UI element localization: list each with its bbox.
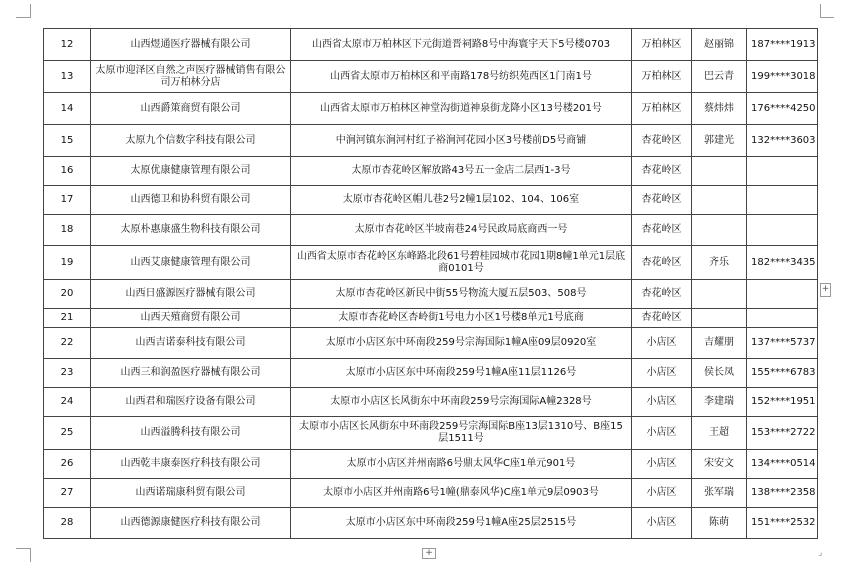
cell-address: 太原市小店区东中环南段259号1幢A座25层2515号 [291, 508, 632, 539]
cell-district: 杏花岭区 [632, 280, 692, 309]
table-row [44, 93, 818, 125]
cell-no: 24 [44, 388, 91, 417]
cell-phone [747, 309, 818, 328]
cell-phone: 151****2532 [747, 508, 818, 539]
cell-no: 14 [44, 93, 91, 125]
cell-phone: 182****3435 [747, 246, 818, 280]
cell-name: 山西吉诺泰科技有限公司 [91, 328, 291, 359]
table-row [44, 186, 818, 215]
table-row [44, 328, 818, 359]
cell-name: 太原九个信数字科技有限公司 [91, 125, 291, 157]
cell-no: 27 [44, 479, 91, 508]
cell-no: 25 [44, 417, 91, 450]
cell-district: 小店区 [632, 479, 692, 508]
cell-contact: 吉耀朋 [692, 328, 747, 359]
cell-address: 太原市杏花岭区半坡南巷24号民政局底商西一号 [291, 215, 632, 246]
table-row [44, 309, 818, 328]
cell-name: 山西君和瑞医疗设备有限公司 [91, 388, 291, 417]
cell-phone: 153****2722 [747, 417, 818, 450]
cell-contact: 宋安文 [692, 450, 747, 479]
cell-name: 太原朴惠康盛生物科技有限公司 [91, 215, 291, 246]
cell-phone [747, 280, 818, 309]
cell-no: 13 [44, 61, 91, 93]
cell-phone: 199****3018 [747, 61, 818, 93]
cell-no: 15 [44, 125, 91, 157]
table-row [44, 388, 818, 417]
table-row [44, 157, 818, 186]
table-row [44, 450, 818, 479]
cell-no: 23 [44, 359, 91, 388]
table-add-row-handle[interactable]: + [422, 548, 436, 559]
cell-name: 山西乾丰康泰医疗科技有限公司 [91, 450, 291, 479]
cell-name: 太原优康健康管理有限公司 [91, 157, 291, 186]
cell-phone: 187****1913 [747, 29, 818, 61]
table-row [44, 215, 818, 246]
cell-contact [692, 280, 747, 309]
cell-name: 山西日盛源医疗器械有限公司 [91, 280, 291, 309]
crop-mark-top-right-h [820, 17, 834, 18]
cell-name: 山西诺瑞康科贸有限公司 [91, 479, 291, 508]
cell-no: 21 [44, 309, 91, 328]
cell-name: 山西艾康健康管理有限公司 [91, 246, 291, 280]
cell-district: 小店区 [632, 328, 692, 359]
cell-phone [747, 186, 818, 215]
cell-phone [747, 215, 818, 246]
cell-phone: 134****0514 [747, 450, 818, 479]
cell-district: 杏花岭区 [632, 309, 692, 328]
cell-address: 太原市杏花岭区解放路43号五一金店二层西1-3号 [291, 157, 632, 186]
cell-no: 26 [44, 450, 91, 479]
table-row [44, 280, 818, 309]
cell-district: 小店区 [632, 359, 692, 388]
table-row [44, 125, 818, 157]
cell-phone: 138****2358 [747, 479, 818, 508]
table-row [44, 246, 818, 280]
crop-mark-top-right-v [820, 4, 821, 18]
table-row [44, 29, 818, 61]
cell-contact: 赵丽锦 [692, 29, 747, 61]
cell-address: 太原市小店区并州南路6号鼎太风华C座1单元901号 [291, 450, 632, 479]
cell-district: 小店区 [632, 417, 692, 450]
cell-address: 太原市杏花岭区新民中街55号物流大厦五层503、508号 [291, 280, 632, 309]
cell-address: 太原市小店区并州南路6号1幢(鼎泰风华)C座1单元9层0903号 [291, 479, 632, 508]
cell-no: 19 [44, 246, 91, 280]
cell-no: 12 [44, 29, 91, 61]
cell-name: 山西爵策商贸有限公司 [91, 93, 291, 125]
cell-contact [692, 157, 747, 186]
table-corner-resize-icon[interactable]: ⌟ [818, 548, 823, 558]
crop-mark-top-left-h [16, 17, 30, 18]
cell-district: 万柏林区 [632, 29, 692, 61]
cell-address: 山西省太原市万柏林区和平南路178号纺织苑西区1门南1号 [291, 61, 632, 93]
table-row [44, 479, 818, 508]
cell-name: 山西溢腾科技有限公司 [91, 417, 291, 450]
cell-district: 万柏林区 [632, 61, 692, 93]
cell-name: 山西德源康健医疗科技有限公司 [91, 508, 291, 539]
cell-contact: 巴云青 [692, 61, 747, 93]
cell-district: 杏花岭区 [632, 215, 692, 246]
cell-no: 17 [44, 186, 91, 215]
cell-district: 小店区 [632, 450, 692, 479]
table-resize-handle-side[interactable]: + [820, 283, 831, 297]
cell-address: 太原市小店区长风街东中环南段259号宗海国际A幢2328号 [291, 388, 632, 417]
cell-contact: 李建瑞 [692, 388, 747, 417]
cell-phone: 137****5737 [747, 328, 818, 359]
cell-address: 太原市杏花岭区帽儿巷2号2幢1层102、104、106室 [291, 186, 632, 215]
cell-name: 山西煜通医疗器械有限公司 [91, 29, 291, 61]
crop-mark-bottom-left-v [30, 548, 31, 562]
crop-mark-bottom-left-h [16, 548, 30, 549]
cell-address: 太原市小店区长风街东中环南段259号宗海国际B座13层1310号、B座15层1511号 [291, 417, 632, 450]
table-row [44, 61, 818, 93]
cell-no: 22 [44, 328, 91, 359]
cell-address: 太原市小店区东中环南段259号宗海国际1幢A座09层0920室 [291, 328, 632, 359]
cell-address: 山西省太原市万柏林区神堂沟街道神泉街龙降小区13号楼201号 [291, 93, 632, 125]
cell-district: 小店区 [632, 508, 692, 539]
cell-no: 20 [44, 280, 91, 309]
cell-address: 太原市小店区东中环南段259号1幢A座11层1126号 [291, 359, 632, 388]
cell-name: 山西德卫和协科贸有限公司 [91, 186, 291, 215]
cell-contact: 张军瑞 [692, 479, 747, 508]
cell-contact [692, 309, 747, 328]
cell-no: 16 [44, 157, 91, 186]
cell-name: 山西三和润盈医疗器械有限公司 [91, 359, 291, 388]
cell-name: 山西天殖商贸有限公司 [91, 309, 291, 328]
cell-phone: 176****4250 [747, 93, 818, 125]
cell-name: 太原市迎泽区自然之声医疗器械销售有限公司万柏林分店 [91, 61, 291, 93]
cell-contact: 王超 [692, 417, 747, 450]
cell-no: 18 [44, 215, 91, 246]
cell-district: 杏花岭区 [632, 186, 692, 215]
cell-address: 太原市杏花岭区杏岭街1号电力小区1号楼8单元1号底商 [291, 309, 632, 328]
table-row [44, 508, 818, 539]
company-table [43, 28, 818, 539]
cell-phone: 155****6783 [747, 359, 818, 388]
cell-address: 山西省太原市杏花岭区东峰路北段61号碧桂园城市花园1期8幢1单元1层底商0101号 [291, 246, 632, 280]
cell-address: 山西省太原市万柏林区下元街道晋祠路8号中海寰宇天下5号楼0703 [291, 29, 632, 61]
cell-contact: 齐乐 [692, 246, 747, 280]
cell-contact: 郭建光 [692, 125, 747, 157]
cell-phone: 132****3603 [747, 125, 818, 157]
cell-district: 小店区 [632, 388, 692, 417]
cell-district: 万柏林区 [632, 93, 692, 125]
table-row [44, 359, 818, 388]
crop-mark-top-left-v [30, 4, 31, 18]
cell-contact: 陈萌 [692, 508, 747, 539]
cell-address: 中涧河镇东涧河村红子裕涧河花园小区3号楼前D5号商铺 [291, 125, 632, 157]
cell-district: 杏花岭区 [632, 157, 692, 186]
cell-contact: 侯长凤 [692, 359, 747, 388]
cell-contact [692, 186, 747, 215]
cell-district: 杏花岭区 [632, 125, 692, 157]
cell-phone: 152****1951 [747, 388, 818, 417]
cell-contact [692, 215, 747, 246]
table-row [44, 417, 818, 450]
cell-contact: 蔡炜炜 [692, 93, 747, 125]
cell-no: 28 [44, 508, 91, 539]
cell-phone [747, 157, 818, 186]
cell-district: 杏花岭区 [632, 246, 692, 280]
